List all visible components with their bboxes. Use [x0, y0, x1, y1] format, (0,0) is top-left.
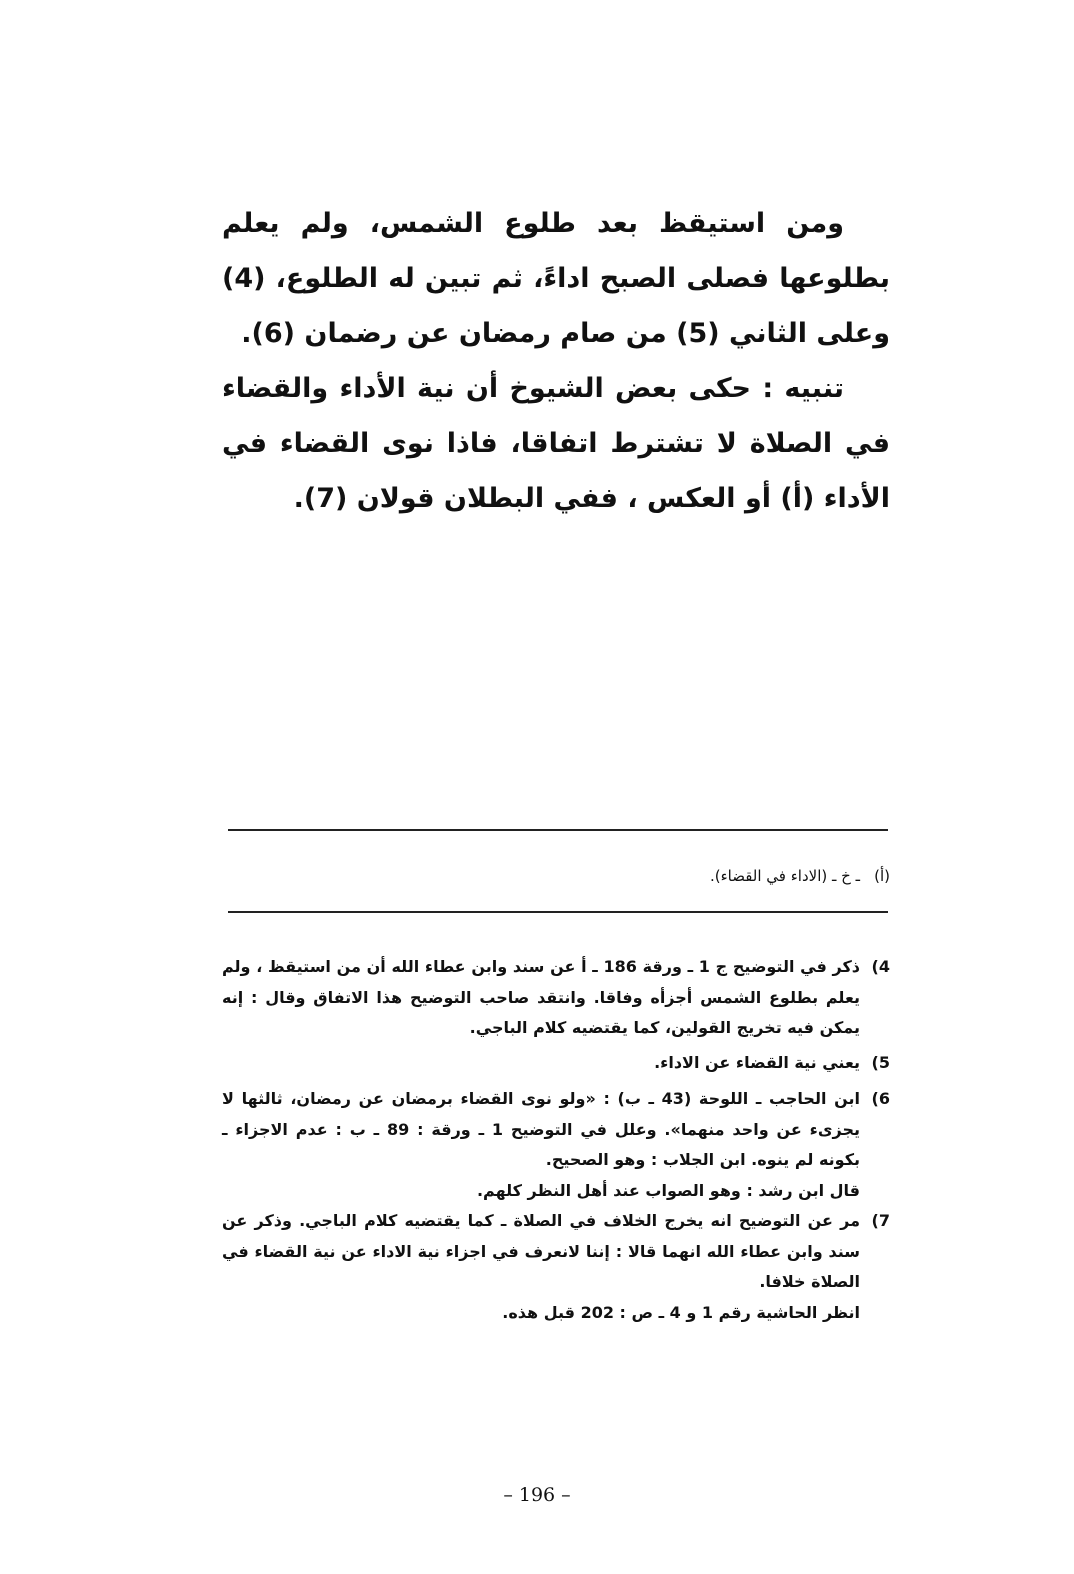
- footnotes: [222, 952, 890, 1328]
- main-paragraph-2: تنبيه : حكى بعض الشيوخ أن نية الأداء والقضاء في الصلاة لا تشترط اتفاقا، فاذا نوى القضاء في الأداء (أ) أو العكس ، ففي البطلان قولان (7).: [222, 373, 890, 514]
- footnote-text: قال ابن رشد : وهو الصواب عند أهل النظر كلهم.: [476, 1180, 860, 1200]
- footnote-number: 7): [871, 1211, 890, 1230]
- page-number: – 196 –: [503, 1484, 571, 1506]
- footnote-separator-bottom: [228, 911, 888, 913]
- main-text: [222, 196, 890, 526]
- footnote-number: 4): [871, 957, 890, 976]
- footnote-text: ذكر في التوضيح ج 1 ـ ورقة 186 ـ أ عن سند وابن عطاء الله أن من استيقظ ، ولم يعلم بطلوع الشمس أجزأه وفاقا. وانتقد صاحب التوضيح هذا الاتفاق وقال : إنه يمكن فيه تخريج القولين، كما يقتضيه كلام الباجي.: [222, 957, 860, 1037]
- footnote-text: انظر الحاشية رقم 1 و 4 ـ ص : 202 قبل هذه.: [502, 1302, 860, 1322]
- footnote-4: [222, 952, 890, 1044]
- variant-note-text: ـ خ ـ (الاداء في القضاء).: [709, 867, 860, 885]
- footnote-separator-top: [228, 829, 888, 831]
- footnote-number: 6): [871, 1089, 890, 1108]
- variant-note: [228, 862, 890, 890]
- footnote-6: [222, 1084, 890, 1206]
- variant-note-marker: (أ): [874, 867, 890, 885]
- footnote-7: [222, 1206, 890, 1328]
- main-paragraph-1: ومن استيقظ بعد طلوع الشمس، ولم يعلم بطلوعها فصلى الصبح اداءً، ثم تبين له الطلوع، (4) وعلى الثاني (5) من صام رمضان عن رضمان (6).: [222, 208, 890, 349]
- footnote-text: يعني نية القضاء عن الاداء.: [654, 1052, 860, 1072]
- footnote-5: [222, 1048, 890, 1079]
- footnote-text: مر عن التوضيح انه يخرج الخلاف في الصلاة ـ كما يقتضيه كلام الباجي. وذكر عن سند وابن عطاء الله انهما قالا : إننا لانعرف في اجزاء نية الاداء عن نية القضاء في الصلاة خلافا.: [222, 1211, 860, 1291]
- footnote-number: 5): [871, 1052, 890, 1072]
- footnote-text: ابن الحاجب ـ اللوحة (43 ـ ب) : «ولو نوى القضاء برمضان عن رمضان، ثالثها لا يجزىء عن واحد منهما». وعلل في التوضيح 1 ـ ورقة : 89 ـ ب : عدم الاجزاء ـ بكونه لم ينوه. ابن الجلاب : وهو الصحيح.: [222, 1089, 861, 1169]
